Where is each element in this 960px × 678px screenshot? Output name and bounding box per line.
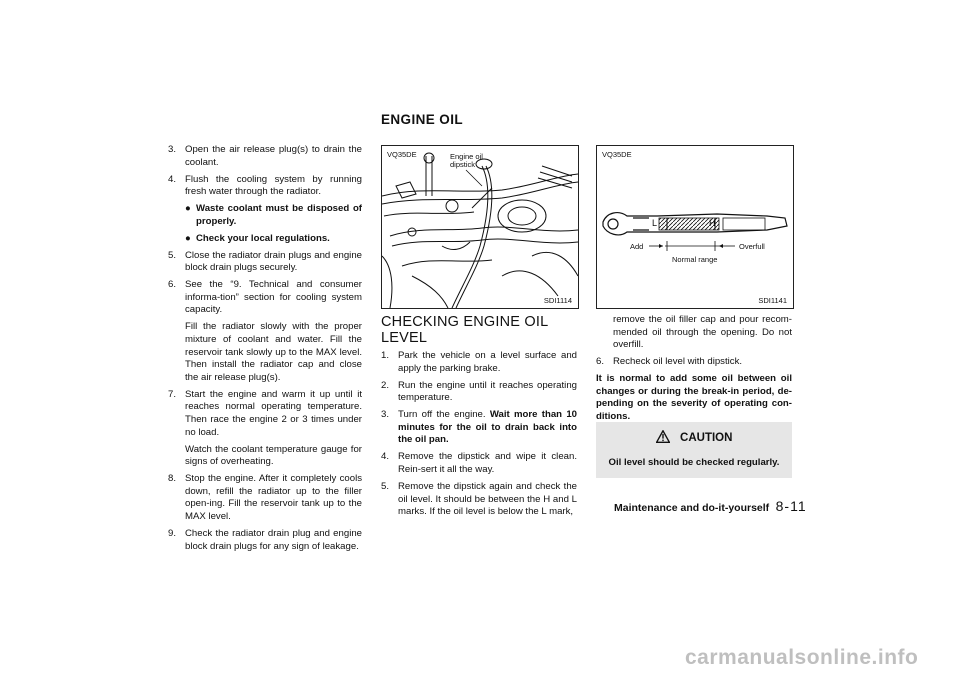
caution-header xyxy=(596,428,792,446)
step-text: Recheck oil level with dipstick. xyxy=(613,356,743,368)
bullet-item xyxy=(185,233,362,246)
continued-text: remove the oil filler cap and pour recom-mended oil through the opening. Do not overfill. xyxy=(613,314,792,351)
step-number: 3. xyxy=(381,409,390,421)
normal-range-label: Normal range xyxy=(672,255,718,264)
section-heading: CHECKING ENGINE OIL LEVEL xyxy=(381,314,548,346)
engine-code-label: VQ35DE xyxy=(387,150,417,159)
bullet-list xyxy=(185,203,362,245)
engine-oil-dipstick-figure xyxy=(381,145,579,309)
list-item xyxy=(381,451,577,476)
list-item xyxy=(168,279,362,384)
bullet-icon: ● xyxy=(185,203,191,215)
list-item xyxy=(168,250,362,275)
caution-box xyxy=(596,422,792,478)
bullet-text: Waste coolant must be disposed of properly. xyxy=(196,203,362,227)
watermark-text: carmanualsonline.info xyxy=(685,646,919,669)
page-header-title: ENGINE OIL xyxy=(381,112,464,127)
step-number: 4. xyxy=(381,451,390,463)
engine-code-label: VQ35DE xyxy=(602,150,632,159)
list-item xyxy=(381,409,577,447)
page-footer xyxy=(614,498,807,516)
step-number: 2. xyxy=(381,379,390,391)
dipstick-l-mark: L xyxy=(652,218,658,228)
list-item xyxy=(381,481,577,519)
callout-line-2: dipstick xyxy=(450,160,476,169)
bullet-icon: ● xyxy=(185,232,191,244)
column-3 xyxy=(596,314,792,424)
item-text: Flush the cooling system by running fresh water through the radiator. xyxy=(185,173,362,198)
page-number: 8-11 xyxy=(775,498,807,514)
item-number: 8. xyxy=(168,473,177,485)
list-item xyxy=(596,356,792,369)
item-number: 4. xyxy=(168,173,177,185)
item-subparagraph: Fill the radiator slowly with the proper mixture of coolant and water. Fill the reservoir tank slowly up to the MAX level. Then install the radiator cap and close the air release plug(s). xyxy=(185,321,362,383)
item-text: Close the radiator drain plugs and engine block drain plugs securely. xyxy=(185,249,362,274)
step-text: Run the engine until it reaches operating temperature. xyxy=(398,379,577,404)
step-text: Remove the dipstick again and check the oil level. It should be between the H and L marks. If the oil level is below the L mark, xyxy=(398,480,577,518)
dipstick-illustration xyxy=(597,146,793,308)
item-text: See the “9. Technical and consumer informa-tion” section for cooling system capacity. xyxy=(185,279,362,316)
step-number: 1. xyxy=(381,350,390,361)
list-item xyxy=(381,350,577,375)
list-item xyxy=(168,174,362,246)
step-text: Turn off the engine. xyxy=(398,409,486,421)
item-text: Stop the engine. After it completely cools down, refill the radiator up to the filler open-ing. Fill the reservoir tank up to the MAX level. xyxy=(185,473,362,522)
item-text: Open the air release plug(s) to drain the coolant. xyxy=(185,144,362,168)
dipstick-h-mark: H xyxy=(709,218,716,228)
item-text: Check the radiator drain plug and engine block drain plugs for any sign of leakage. xyxy=(185,527,362,552)
item-text: Start the engine and warm it up until it reaches normal operating temperature. Then race the engine 2 or 3 times under no load. xyxy=(185,388,362,438)
bullet-item xyxy=(185,203,362,228)
column-2 xyxy=(381,314,577,523)
list-item xyxy=(168,528,362,553)
step-text: Remove the dipstick and wipe it clean. Rein-sert it all the way. xyxy=(398,451,577,475)
step-text: Park the vehicle on a level surface and apply the parking brake. xyxy=(398,350,577,374)
item-subparagraph: Watch the coolant temperature gauge for signs of overheating. xyxy=(185,443,362,468)
note-paragraph: It is normal to add some oil between oil changes or during the break-in period, de-pending on the severity of operating con-ditions. xyxy=(596,373,792,422)
item-number: 3. xyxy=(168,144,177,155)
figure-code: SDI1114 xyxy=(543,296,572,305)
item-number: 7. xyxy=(168,388,177,400)
step-number: 6. xyxy=(596,356,605,368)
dipstick-level-figure xyxy=(596,145,794,309)
callout-engine-oil xyxy=(450,153,483,169)
callout-line-1: Engine oil xyxy=(450,152,483,161)
step-warning-text: Wait more than 10 minutes for the oil to drain back into the oil pan. xyxy=(398,409,577,446)
column-1 xyxy=(168,144,362,558)
engine-bay-illustration xyxy=(382,146,578,308)
list-item xyxy=(168,389,362,469)
item-number: 5. xyxy=(168,249,177,261)
bullet-text: Check your local regulations. xyxy=(196,232,330,244)
list-item xyxy=(381,380,577,405)
overfull-label: Overfull xyxy=(739,242,765,251)
step-number: 5. xyxy=(381,480,390,492)
figure-code: SDI1141 xyxy=(758,296,787,305)
item-number: 9. xyxy=(168,527,177,539)
warning-triangle-icon xyxy=(656,430,670,443)
list-item xyxy=(168,473,362,523)
footer-section-title: Maintenance and do-it-yourself xyxy=(614,502,770,514)
caution-title: CAUTION xyxy=(680,432,733,444)
list-item xyxy=(168,144,362,169)
caution-text: Oil level should be checked regularly. xyxy=(608,457,780,468)
add-label: Add xyxy=(630,242,644,251)
item-number: 6. xyxy=(168,279,177,291)
